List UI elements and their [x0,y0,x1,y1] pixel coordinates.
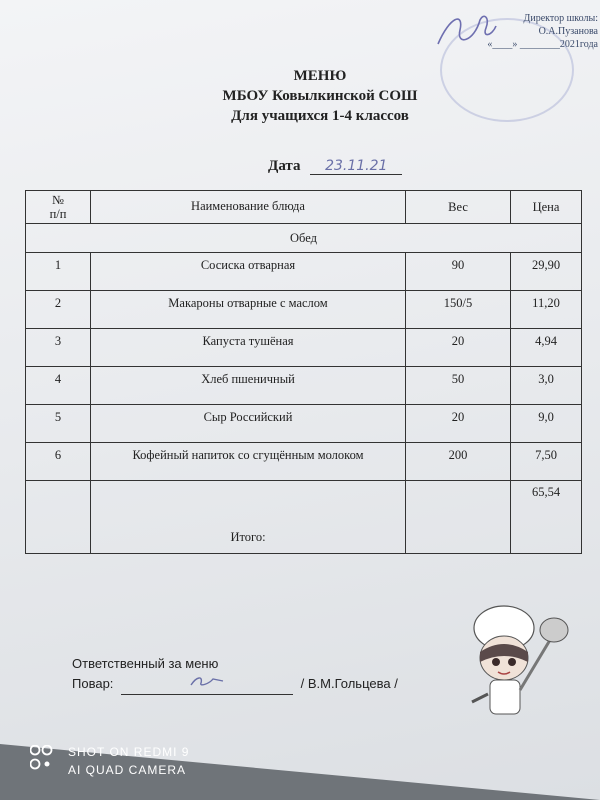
cook-label: Повар: [72,676,114,691]
approval-line-1: Директор школы: [523,13,598,24]
section-row [26,224,582,253]
responsible-label: Ответственный за меню [72,656,219,671]
date-label: Дата [268,158,301,174]
header-weight: Вес [406,191,511,224]
table-row [26,443,582,481]
row-name: Макароны отварные с маслом [91,291,406,329]
row-name: Хлеб пшеничный [91,367,406,405]
row-name: Кофейный напиток со сгущённым молоком [91,443,406,481]
approval-block [468,12,598,51]
header-num-line2: п/п [49,207,67,221]
row-weight: 90 [406,253,511,291]
row-price: 3,0 [511,367,582,405]
watermark-line-1: SHOT ON REDMI 9 [68,745,190,759]
header-num-line1: № [52,193,64,207]
watermark-line-2: AI QUAD CAMERA [68,763,187,777]
total-empty-num [26,481,91,554]
table-row [26,405,582,443]
section-label: Обед [26,224,582,253]
table-header-row [26,191,582,224]
total-value: 65,54 [511,481,582,554]
approval-line-2: О.А.Пузанова [538,26,598,37]
row-num: 3 [26,329,91,367]
row-weight: 20 [406,405,511,443]
total-empty-weight [406,481,511,554]
date-line [268,158,402,175]
row-num: 4 [26,367,91,405]
page-title: МЕНЮ [293,68,347,84]
title-block [200,66,440,126]
table-row [26,253,582,291]
table-row [26,329,582,367]
row-price: 7,50 [511,443,582,481]
camera-dots-icon [30,745,58,775]
row-name: Сосиска отварная [91,253,406,291]
cook-signature-line [121,674,293,695]
row-weight: 200 [406,443,511,481]
row-price: 9,0 [511,405,582,443]
row-num: 5 [26,405,91,443]
row-name: Капуста тушёная [91,329,406,367]
row-name: Сыр Российский [91,405,406,443]
cook-name: / В.М.Гольцева / [300,676,398,691]
row-num: 1 [26,253,91,291]
header-name: Наименование блюда [91,191,406,224]
cook-signature-icon [187,674,227,688]
cook-line [72,674,398,695]
total-label: Итого: [91,481,406,554]
row-num: 6 [26,443,91,481]
approval-line-3: «____» ________2021года [487,39,598,50]
school-name: МБОУ Ковылкинской СОШ [222,88,418,104]
row-price: 29,90 [511,253,582,291]
date-value: 23.11.21 [310,158,402,175]
menu-table [25,190,582,554]
table-row [26,367,582,405]
table-row [26,291,582,329]
audience-line: Для учащихся 1-4 классов [231,108,409,124]
header-num [26,191,91,224]
header-price: Цена [511,191,582,224]
footer-block [72,654,398,695]
row-price: 4,94 [511,329,582,367]
row-price: 11,20 [511,291,582,329]
camera-watermark [32,743,189,779]
total-row [26,481,582,554]
chef-mascot-icon [458,600,578,725]
row-weight: 20 [406,329,511,367]
row-num: 2 [26,291,91,329]
row-weight: 50 [406,367,511,405]
row-weight: 150/5 [406,291,511,329]
